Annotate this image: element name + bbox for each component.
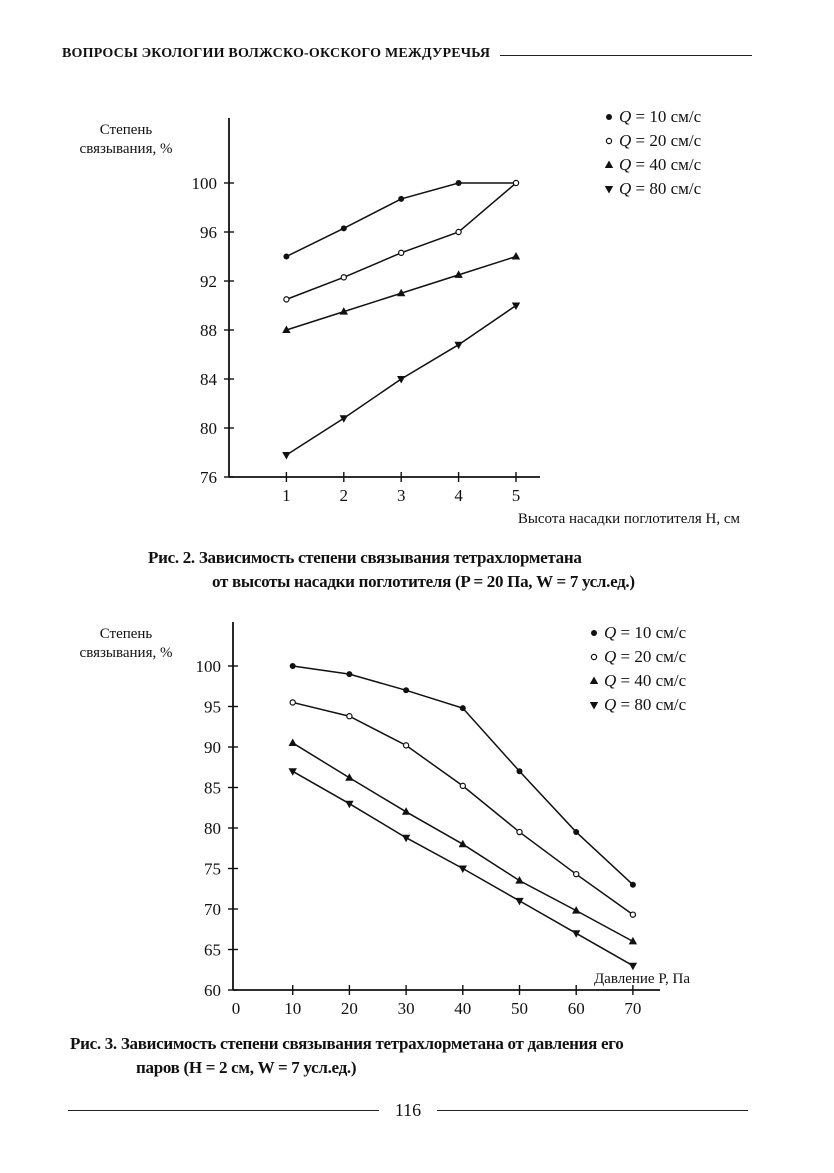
- data-point: [283, 254, 289, 260]
- x-tick-label: 1: [282, 486, 291, 505]
- y-axis-label-line-1: Степень: [99, 122, 153, 138]
- data-point: [346, 671, 352, 677]
- data-point: [347, 714, 352, 719]
- legend-marker: [605, 161, 613, 169]
- page-footer: [68, 1098, 748, 1122]
- data-point: [460, 705, 466, 711]
- figure-3-caption: [70, 1032, 623, 1080]
- legend-marker: [591, 630, 597, 636]
- x-tick-label: 40: [454, 999, 472, 1018]
- legend-entry: Q = 10 см/с: [619, 107, 702, 126]
- x-tick-label: 3: [396, 486, 406, 505]
- x-tick-label: 4: [454, 486, 463, 505]
- page-number: 116: [394, 1099, 422, 1120]
- legend-marker: [590, 702, 598, 710]
- x-tick-label: 0: [231, 999, 241, 1018]
- figure-3-caption-line-1: Рис. 3. Зависимость степени связывания тетрахлорметана от давления его: [70, 1034, 624, 1053]
- data-point: [341, 275, 346, 280]
- legend-marker: [590, 677, 598, 685]
- series-3: [282, 252, 520, 333]
- data-point: [459, 840, 467, 848]
- series-3: [289, 738, 638, 944]
- x-tick-label: 10: [284, 999, 302, 1018]
- data-point: [517, 829, 522, 834]
- x-tick-label: 70: [624, 999, 642, 1018]
- data-point: [402, 807, 410, 815]
- data-point: [456, 180, 462, 186]
- data-point: [572, 930, 580, 938]
- running-header: [62, 44, 752, 64]
- y-tick-label: 65: [204, 940, 221, 960]
- data-point: [629, 963, 637, 971]
- data-point: [397, 376, 405, 384]
- series-line: [293, 702, 633, 914]
- data-point: [341, 225, 347, 231]
- x-tick-label: 60: [567, 999, 585, 1018]
- y-axis-label-line-1: Степень: [99, 626, 153, 642]
- y-axis-label-line-2: связывания, %: [79, 645, 173, 661]
- y-tick-label: 70: [204, 900, 221, 919]
- data-point: [573, 829, 579, 835]
- journal-title: ВОПРОСЫ ЭКОЛОГИИ ВОЛЖСКО-ОКСКОГО МЕЖДУРЕЧЬЯ: [62, 46, 491, 61]
- data-point: [456, 229, 461, 234]
- y-tick-label: 96: [200, 223, 217, 242]
- x-axis-label: Давление P, Па: [593, 971, 690, 987]
- x-tick-label: 2: [339, 486, 349, 505]
- footer-rule-left: [68, 1110, 379, 1111]
- y-tick-label: 76: [200, 468, 217, 487]
- legend-entry: Q = 10 см/с: [604, 623, 687, 642]
- data-point: [512, 303, 520, 311]
- legend-entry: Q = 80 см/с: [619, 179, 702, 198]
- y-tick-label: 80: [204, 819, 221, 838]
- data-point: [290, 663, 296, 669]
- legend-marker: [606, 114, 612, 120]
- y-tick-label: 88: [200, 321, 217, 340]
- series-4: [289, 768, 638, 970]
- data-point: [399, 250, 404, 255]
- data-point: [515, 898, 523, 906]
- y-tick-label: 100: [191, 174, 217, 193]
- data-point: [517, 768, 523, 774]
- y-tick-label: 90: [204, 738, 221, 757]
- data-point: [404, 743, 409, 748]
- data-point: [454, 342, 462, 350]
- data-point: [513, 180, 518, 185]
- x-tick-label: 30: [397, 999, 415, 1018]
- y-tick-label: 84: [200, 370, 217, 389]
- y-tick-label: 60: [204, 981, 221, 1000]
- figure-2-caption: [148, 546, 635, 594]
- data-point: [340, 415, 348, 423]
- legend-entry: Q = 80 см/с: [604, 695, 687, 714]
- y-tick-label: 95: [204, 697, 221, 717]
- figure-2-caption-line-1: Рис. 2. Зависимость степени связывания тетрахлорметана: [148, 548, 582, 567]
- chart-pressure-dependence: [0, 610, 834, 1030]
- data-point: [398, 196, 404, 202]
- series-1: [283, 180, 519, 260]
- y-tick-label: 80: [200, 419, 217, 438]
- y-axis-label-line-2: связывания, %: [79, 141, 173, 157]
- data-point: [459, 866, 467, 874]
- legend-marker: [591, 654, 596, 659]
- data-point: [282, 452, 290, 460]
- series-1: [290, 663, 636, 888]
- data-point: [512, 252, 520, 260]
- legend-entry: Q = 20 см/с: [619, 131, 702, 150]
- footer-rule-right: [437, 1110, 748, 1111]
- x-tick-label: 50: [511, 999, 528, 1018]
- series-2: [290, 700, 635, 917]
- x-tick-label: 5: [511, 486, 521, 505]
- header-rule: [500, 55, 752, 56]
- series-line: [293, 666, 633, 885]
- data-point: [403, 687, 409, 693]
- series-line: [286, 183, 516, 257]
- data-point: [345, 801, 353, 809]
- series-4: [282, 303, 520, 460]
- data-point: [460, 783, 465, 788]
- legend-entry: Q = 40 см/с: [619, 155, 702, 174]
- data-point: [630, 912, 635, 917]
- data-point: [515, 876, 523, 884]
- data-point: [289, 738, 297, 746]
- data-point: [574, 872, 579, 877]
- data-point: [289, 768, 297, 776]
- y-tick-label: 75: [204, 859, 221, 879]
- x-tick-label: 20: [340, 999, 358, 1018]
- y-tick-label: 100: [195, 657, 221, 676]
- data-point: [630, 882, 636, 888]
- y-tick-label: 92: [200, 272, 217, 291]
- x-axis-label: Высота насадки поглотителя H, см: [517, 511, 740, 527]
- y-tick-label: 85: [204, 778, 221, 798]
- legend-entry: Q = 40 см/с: [604, 671, 687, 690]
- figure-2-caption-line-2: от высоты насадки поглотителя (P = 20 Па, W = 7 усл.ед.): [212, 572, 635, 591]
- legend-marker: [605, 186, 613, 194]
- data-point: [290, 700, 295, 705]
- figure-3-caption-line-2: паров (H = 2 см, W = 7 усл.ед.): [136, 1058, 357, 1077]
- data-point: [284, 297, 289, 302]
- data-point: [345, 773, 353, 781]
- legend-marker: [606, 138, 611, 143]
- legend-entry: Q = 20 см/с: [604, 647, 687, 666]
